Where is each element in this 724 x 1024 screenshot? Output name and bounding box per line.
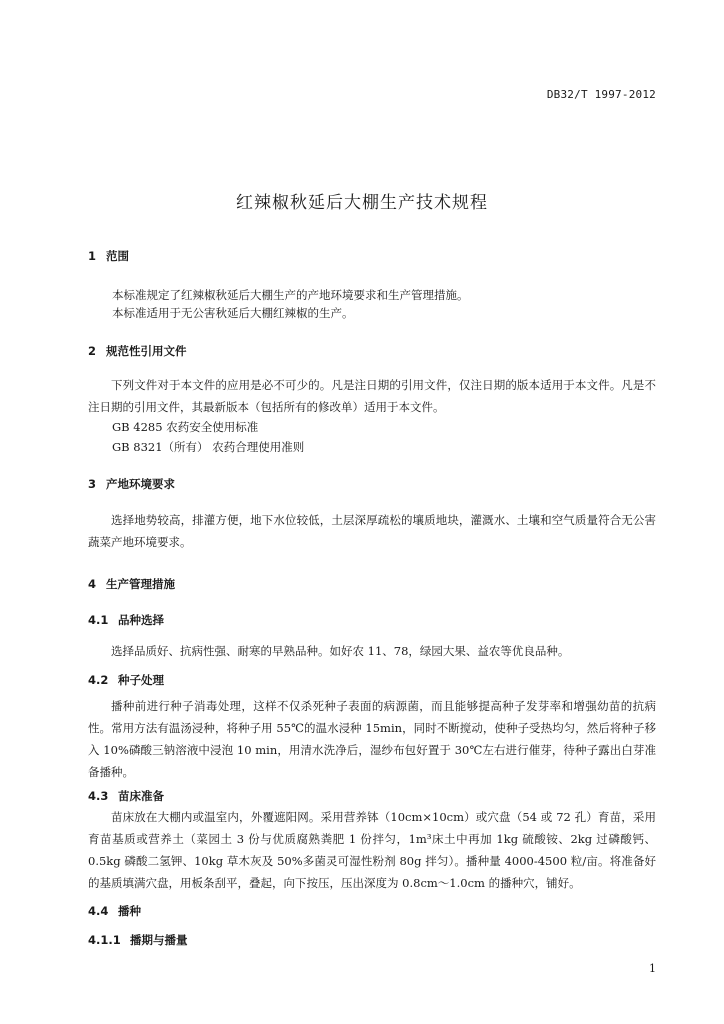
- section-title: 种子处理: [118, 673, 164, 687]
- section-number: 2: [88, 344, 97, 358]
- paragraph: 选择地势较高，排灌方便，地下水位较低，土层深厚疏松的壤质地块，灌溉水、土壤和空气质量符合无公害蔬菜产地环境要求。: [88, 513, 656, 549]
- section-number: 3: [88, 477, 97, 491]
- paragraph: 苗床放在大棚内或温室内，外覆遮阳网。采用营养钵（10cm×10cm）或穴盘（54 或 72 孔）育苗，采用育苗基质或营养土（菜园土 3 份与优质腐熟粪肥 1 份拌匀，1m³床土中再加 1kg 硫酸铵、2kg 过磷酸钙、0.5kg 磷酸二氢钾、10kg 草木灰及 50%多菌灵可湿性粉剂 80g 拌匀）。播种量 4000-4500 粒/亩。将准备好的基质填满穴盘，用板条刮平，叠起，向下按压，压出深度为 0.8cm～1.0cm 的播种穴，铺好。: [88, 810, 656, 890]
- section-3-heading: [88, 476, 175, 492]
- reference-item: GB 8321（所有） 农药合理使用准则: [112, 440, 305, 454]
- document-code: DB32/T 1997-2012: [546, 88, 656, 101]
- page-number: 1: [649, 962, 656, 975]
- section-title: 播种: [118, 904, 141, 918]
- section-title: 产地环境要求: [106, 477, 175, 491]
- section-title: 品种选择: [118, 613, 164, 627]
- section-number: 4: [88, 577, 97, 591]
- subsection-4-2-heading: [88, 672, 164, 688]
- paragraph: 选择品质好、抗病性强、耐寒的早熟品种。如好农 11、78，绿园大果、益农等优良品种。: [111, 644, 570, 658]
- page-title: 红辣椒秋延后大棚生产技术规程: [236, 193, 488, 213]
- paragraph: 下列文件对于本文件的应用是必不可少的。凡是注日期的引用文件，仅注日期的版本适用于本文件。凡是不注日期的引用文件，其最新版本（包括所有的修改单）适用于本文件。: [88, 378, 656, 414]
- section-number: 1: [88, 249, 97, 263]
- section-number: 4.3: [88, 789, 109, 803]
- paragraph: 播种前进行种子消毒处理，这样不仅杀死种子表面的病源菌，而且能够提高种子发芽率和增强幼苗的抗病性。常用方法有温汤浸种，将种子用 55℃的温水浸种 15min，同时不断搅动，使种子受热均匀，然后将种子移入 10%磷酸三钠溶液中浸泡 10 min，用清水洗净后，湿纱布包好置于 30℃左右进行催芽，待种子露出白芽准备播种。: [88, 699, 656, 779]
- section-title: 生产管理措施: [106, 577, 175, 591]
- section-2-heading: [88, 343, 187, 359]
- section-title: 规范性引用文件: [106, 344, 187, 358]
- subsection-4-1-heading: [88, 612, 164, 628]
- paragraph-line: 本标准规定了红辣椒秋延后大棚生产的产地环境要求和生产管理措施。: [112, 288, 469, 302]
- section-title: 范围: [106, 249, 129, 263]
- section-4-heading: [88, 576, 175, 592]
- section-1-heading: [88, 248, 129, 264]
- reference-item: GB 4285 农药安全使用标准: [112, 420, 259, 434]
- subsection-4-4-heading: [88, 903, 141, 919]
- section-number: 4.1.1: [88, 933, 121, 947]
- paragraph-line: 本标准适用于无公害秋延后大棚红辣椒的生产。: [112, 306, 354, 320]
- subsection-4-1-1-heading: [88, 932, 188, 948]
- section-title: 苗床准备: [118, 789, 164, 803]
- section-number: 4.2: [88, 673, 109, 687]
- subsection-4-3-heading: [88, 788, 164, 804]
- section-title: 播期与播量: [130, 933, 188, 947]
- section-number: 4.4: [88, 904, 109, 918]
- section-number: 4.1: [88, 613, 109, 627]
